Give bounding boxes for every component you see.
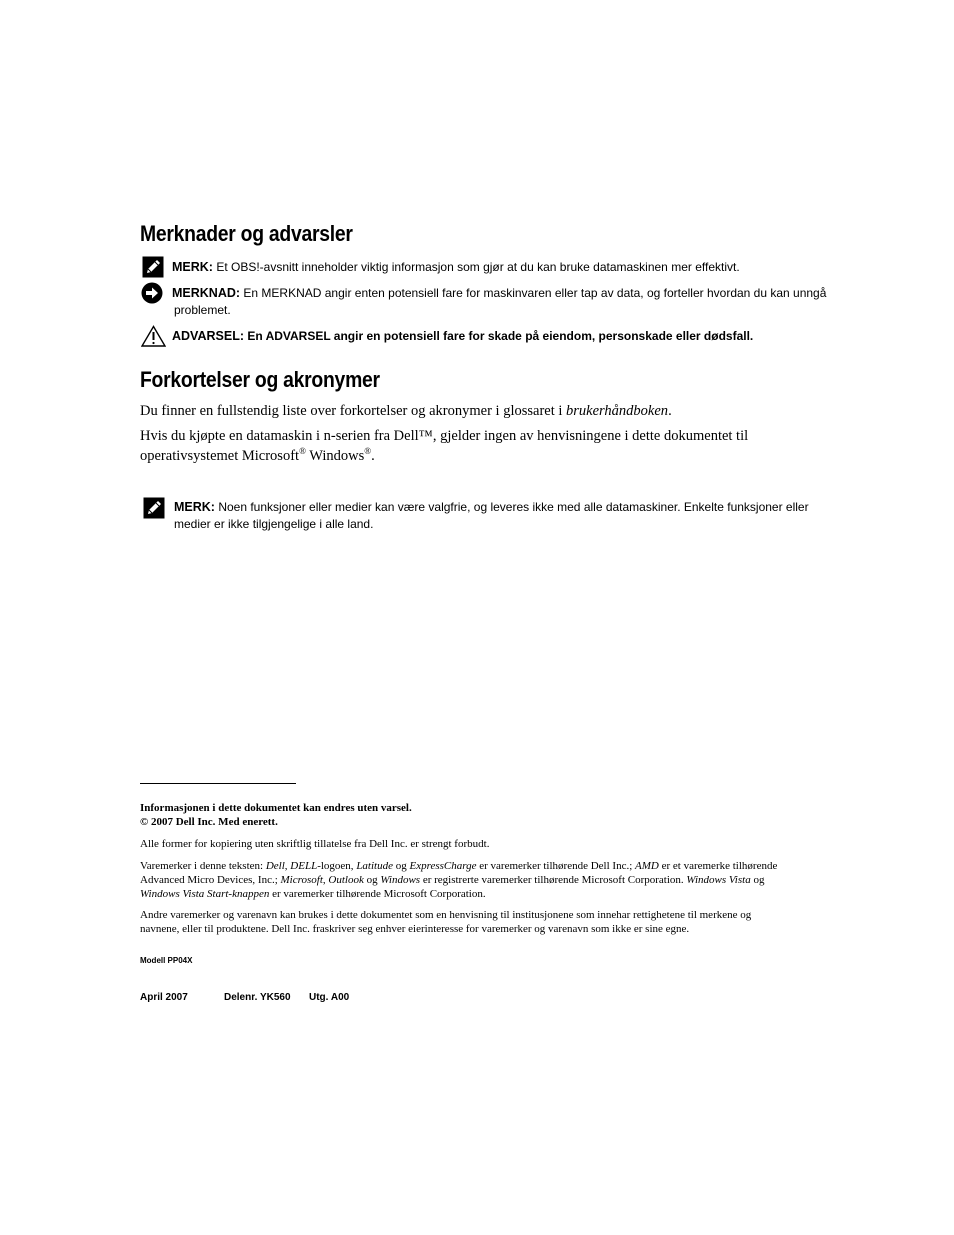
- registered-mark: ®: [364, 446, 372, 457]
- notice-arrow-icon: [141, 282, 163, 304]
- model-number: Modell PP04X: [140, 956, 193, 965]
- warning-triangle-icon: [141, 325, 166, 347]
- tm-italic: Windows: [380, 874, 421, 886]
- tm-text: ,: [284, 860, 291, 872]
- n-series-period: .: [371, 448, 375, 464]
- tm-italic: Microsoft: [280, 874, 323, 886]
- caution-label: ADVARSEL:: [172, 329, 244, 343]
- tm-italic: AMD: [635, 860, 659, 872]
- notice-text: En MERKNAD angir enten potensiell fare for maskinvaren eller tap av data, og forteller hvordan du kan unngå: [243, 286, 827, 300]
- tm-text: Advanced Micro Devices, Inc.;: [140, 874, 281, 886]
- tm-text: ,: [322, 874, 329, 886]
- n-series-paragraph: [140, 426, 840, 466]
- notice-text-cont: problemet.: [174, 303, 231, 317]
- n-series-ms: operativsystemet Microsoft: [140, 448, 300, 464]
- tm-italic: Outlook: [328, 874, 364, 886]
- n-series-line1: Hvis du kjøpte en datamaskin i n-serien fra Dell™, gjelder ingen av henvisningene i dette dokumentet til: [140, 428, 749, 444]
- note-label: MERK:: [172, 260, 213, 274]
- caution-advarsel: [172, 328, 862, 345]
- tm-italic: Dell: [265, 860, 285, 872]
- abbrev-paragraph: [140, 401, 840, 421]
- registered-mark: ®: [299, 446, 306, 457]
- abbrev-text: Du finner en fullstendig liste over forkortelser og akronymer i glossaret i: [140, 403, 567, 419]
- note2-merk: [174, 499, 864, 533]
- tm-text: og: [750, 874, 765, 886]
- other-line2: navnene, eller til produktene. Dell Inc. fraskriver seg enhver eierinteresse for varemerker og varenavn som ikke er sine egne.: [140, 923, 690, 935]
- tm-text: Varemerker i denne teksten:: [140, 860, 266, 872]
- tm-text: er registrerte varemerker tilhørende Microsoft Corporation.: [420, 874, 687, 886]
- tm-text: er varemerker tilhørende Microsoft Corporation.: [269, 888, 486, 900]
- note-text: Et OBS!-avsnitt inneholder viktig informasjon som gjør at du kan bruke datamaskinen mer effektivt.: [216, 260, 740, 274]
- section-title-abbreviations: Forkortelser og akronymer: [140, 367, 380, 392]
- pencil-note-icon: [142, 256, 164, 278]
- info-block: [140, 801, 412, 829]
- note-merk: [172, 259, 852, 276]
- tm-italic: Latitude: [356, 860, 393, 872]
- other-trademarks: [140, 908, 860, 936]
- abbrev-period: .: [668, 403, 672, 419]
- tm-italic: ExpressCharge: [409, 860, 477, 872]
- print-date: April 2007: [140, 992, 188, 1003]
- tm-italic: Windows Vista: [686, 874, 751, 886]
- tm-text: er varemerker tilhørende Dell Inc.;: [476, 860, 636, 872]
- tm-text: og: [363, 874, 381, 886]
- notice-label: MERKNAD:: [172, 286, 241, 300]
- other-line1: Andre varemerker og varenavn kan brukes i dette dokumentet som en henvisning til institusjonene som innehar rettighetene til merkene og: [140, 909, 752, 921]
- note2-text: Noen funksjoner eller medier kan være valgfrie, og leveres ikke med alle datamaskiner. Enkelte funksjoner eller: [218, 500, 809, 514]
- revision: Utg. A00: [309, 992, 350, 1003]
- trademark-paragraph: [140, 859, 860, 901]
- notice-merknad: [172, 285, 862, 319]
- abbrev-italic: brukerhåndboken: [566, 403, 669, 419]
- tm-italic: Windows Vista Start-knappen: [140, 888, 270, 900]
- copy-restriction: Alle former for kopiering uten skriftlig tillatelse fra Dell Inc. er strengt forbudt.: [140, 838, 490, 850]
- tm-text: og: [392, 860, 410, 872]
- n-series-windows: Windows: [305, 448, 365, 464]
- pencil-note-icon: [143, 497, 165, 519]
- note2-text-cont: medier er ikke tilgjengelige i alle land.: [174, 517, 374, 531]
- note2-label: MERK:: [174, 500, 215, 514]
- section-title-notes: Merknader og advarsler: [140, 221, 353, 246]
- tm-italic: DELL: [290, 860, 318, 872]
- tm-text: -logoen,: [317, 860, 357, 872]
- part-number: Delenr. YK560: [224, 992, 291, 1003]
- caution-text: En ADVARSEL angir en potensiell fare for skade på eiendom, personskade eller dødsfall.: [247, 329, 754, 343]
- copyright-line: © 2007 Dell Inc. Med enerett.: [140, 816, 278, 828]
- tm-text: er et varemerke tilhørende: [658, 860, 778, 872]
- footer-divider: [140, 783, 296, 784]
- n-series-line2: [140, 446, 840, 466]
- info-line1: Informasjonen i dette dokumentet kan endres uten varsel.: [140, 802, 412, 814]
